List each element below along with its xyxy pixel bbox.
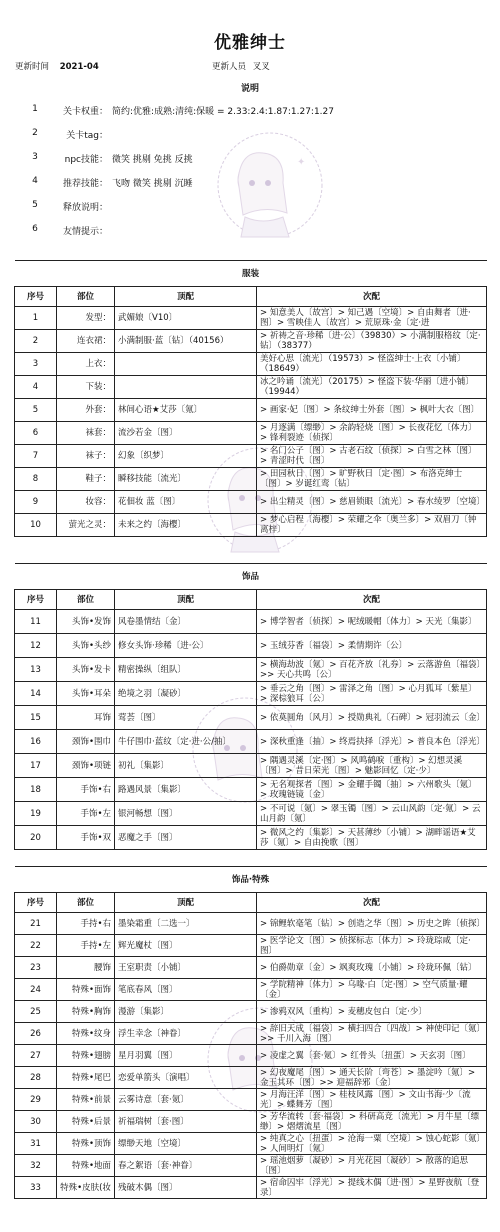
row-top-pick: 瞬移技能〔流光〕 xyxy=(115,468,257,491)
table-row xyxy=(15,610,487,634)
note-number: 6 xyxy=(32,224,38,234)
table-row xyxy=(15,1155,487,1177)
table-header-row xyxy=(15,893,487,913)
row-top-pick: 恶魔之手〔图〕 xyxy=(115,826,257,850)
column-header-sub: 次配 xyxy=(257,893,487,913)
row-top-pick: 恋爱单箭头〔演唱〕 xyxy=(115,1067,257,1089)
note-value: 微笑 挑剔 免挑 反挑 xyxy=(112,155,193,165)
row-sub-picks: > 横海劫波〔氪〕> 百花齐放〔礼券〕> 云落游鱼〔福袋〕>> 天心共鸣〔公〕 xyxy=(257,658,487,682)
row-top-pick: 修女头饰·珍稀〔进·公〕 xyxy=(115,634,257,658)
table-row xyxy=(15,445,487,468)
row-top-pick: 牛仔围巾·蓝纹〔定·进·公/抽〕 xyxy=(115,730,257,754)
table-header-row xyxy=(15,287,487,307)
row-part: 手饰•右 xyxy=(57,778,115,802)
row-number: 24 xyxy=(15,979,57,1001)
row-top-pick xyxy=(115,353,257,376)
column-header-top: 顶配 xyxy=(115,893,257,913)
row-top-pick: 林间心语★艾莎〔氪〕 xyxy=(115,399,257,422)
note-label: 释放说明： xyxy=(62,203,108,213)
row-number: 31 xyxy=(15,1133,57,1155)
note-label: 推荐技能： xyxy=(62,179,108,189)
row-top-pick: 王室职责〔小铺〕 xyxy=(115,957,257,979)
column-header-no: 序号 xyxy=(15,287,57,307)
update-time-label: 更新时间 xyxy=(15,62,50,72)
row-top-pick: 路遇风景〔集影〕 xyxy=(115,778,257,802)
row-sub-picks: > 垂云之角〔图〕> 雷泽之角〔图〕> 心月狐耳〔紫星〕> 深棕狼耳〔公〕 xyxy=(257,682,487,706)
row-sub-picks: > 幻夜魔尾〔图〕> 通天长阶〔弯苍〕> 墨淀吟〔氪〕> 金玉其环〔图〕>> 迎福辞邪〔金〕 xyxy=(257,1067,487,1089)
table-row xyxy=(15,307,487,330)
row-sub-picks: > 不可说〔氪〕> 翠玉镯〔图〕> 云山风韵〔定·氪〕> 云山月韵〔氪〕 xyxy=(257,802,487,826)
row-top-pick: 云雾诗意〔套·氪〕 xyxy=(115,1089,257,1111)
row-top-pick: 春之絮语〔套·神眷〕 xyxy=(115,1155,257,1177)
column-header-top: 顶配 xyxy=(115,287,257,307)
row-part: 手饰•双 xyxy=(57,826,115,850)
row-top-pick: 初礼〔集影〕 xyxy=(115,754,257,778)
row-sub-picks: > 医学论文〔图〕> 侦探标志〔体力〕> 玲珑琮咸〔定·图〕 xyxy=(257,935,487,957)
row-sub-picks: > 月海汪洋〔图〕> 桂枝风露〔图〕> 文山书海·少〔流光〕> 蝶舞芳〔图〕 xyxy=(257,1089,487,1111)
row-part: 头饰•发卡 xyxy=(57,658,115,682)
row-top-pick: 绝境之羽〔凝砂〕 xyxy=(115,682,257,706)
row-sub-picks: > 隅遇灵溪〔定·图〕> 风鸣鹤唳〔重构〕> 幻想灵溪〔图〕> 昔日荣光〔图〕> 魅影回忆〔定·少〕 xyxy=(257,754,487,778)
row-number: 1 xyxy=(15,307,57,330)
row-top-pick: 残破木偶〔图〕 xyxy=(115,1177,257,1199)
row-part: 萤光之灵： xyxy=(57,514,115,537)
row-top-pick: 漫游〔集影〕 xyxy=(115,1001,257,1023)
row-top-pick: 星月羽翼〔图〕 xyxy=(115,1045,257,1067)
row-part: 手饰•左 xyxy=(57,802,115,826)
row-part: 特殊•前景 xyxy=(57,1089,115,1111)
row-sub-picks: > 辞旧天成〔福袋〕> 横扫四合〔四战〕> 神使印记〔氪〕>> 千川入海〔图〕 xyxy=(257,1023,487,1045)
row-sub-picks: > 宿命囚牢〔浮光〕> 提线木偶〔进·图〕> 星野夜航〔登录〕 xyxy=(257,1177,487,1199)
row-number: 14 xyxy=(15,682,57,706)
column-header-part: 部位 xyxy=(57,287,115,307)
row-sub-picks: > 芳华流转〔套·福袋〕> 科研高竞〔流光〕> 月牛星〔缥缈〕> 熠熠流星〔图〕 xyxy=(257,1111,487,1133)
row-sub-picks: > 微风之约〔集影〕> 天甚薄纱〔小铺〕> 湖畔谣语★艾莎〔氪〕> 自由挽歌〔图〕 xyxy=(257,826,487,850)
table-row xyxy=(15,514,487,537)
table-header-row xyxy=(15,590,487,610)
section-title: 服装 xyxy=(15,261,487,287)
row-part: 特殊•地面 xyxy=(57,1155,115,1177)
row-part: 袜套： xyxy=(57,422,115,445)
row-top-pick: 缥缈天地〔空境〕 xyxy=(115,1133,257,1155)
row-number: 32 xyxy=(15,1155,57,1177)
row-sub-picks: > 名门公子〔图〕> 古老石纹〔侦探〕> 白雪之林〔图〕> 青涩时代〔图〕 xyxy=(257,445,487,468)
column-header-no: 序号 xyxy=(15,893,57,913)
table-row xyxy=(15,778,487,802)
table-row xyxy=(15,1067,487,1089)
table-row xyxy=(15,935,487,957)
table-row xyxy=(15,399,487,422)
row-part: 颈饰•项链 xyxy=(57,754,115,778)
row-part: 颈饰•围巾 xyxy=(57,730,115,754)
row-sub-picks: > 玉绒芬香〔福袋〕> 柔情期许〔公〕 xyxy=(257,634,487,658)
table-row xyxy=(15,1177,487,1199)
table-row xyxy=(15,376,487,399)
note-number: 3 xyxy=(32,152,38,162)
row-top-pick: 银河畅想〔图〕 xyxy=(115,802,257,826)
table-row xyxy=(15,658,487,682)
row-number: 23 xyxy=(15,957,57,979)
row-sub-picks: > 知意美人〔故宫〕> 知己遇〔空境〕> 自由舞者〔进·图〕> 雪映佳人〔故宫〕> 荒原珠·金〔定·进 xyxy=(257,307,487,330)
row-number: 8 xyxy=(15,468,57,491)
row-number: 16 xyxy=(15,730,57,754)
row-top-pick: 流沙若金〔图〕 xyxy=(115,422,257,445)
row-part: 鞋子： xyxy=(57,468,115,491)
note-label: 关卡权重： xyxy=(62,107,108,117)
row-sub-picks: > 祈祷之音·珍稀〔进·公〕（39830）> 小满制服格纹〔定·钻〕（38377） xyxy=(257,330,487,353)
note-label: 友情提示： xyxy=(62,227,108,237)
row-number: 18 xyxy=(15,778,57,802)
row-sub-picks: > 凌虚之翼〔套·氪〕> 红骨头〔扭蛋〕> 天玄羽〔图〕 xyxy=(257,1045,487,1067)
row-sub-picks: > 伯爵勋章〔金〕> 飒爽玫瑰〔小铺〕> 玲珑环佩〔钻〕 xyxy=(257,957,487,979)
row-sub-picks: > 出尘精灵〔图〕> 慈眉锁眼〔流光〕> 春水绫罗〔空境〕 xyxy=(257,491,487,514)
row-part: 特殊•翅膀 xyxy=(57,1045,115,1067)
row-sub-picks: > 依莫圆角〔风月〕> 授勋典礼〔石碑〕> 冠羽流云〔金〕 xyxy=(257,706,487,730)
row-part: 特殊•纹身 xyxy=(57,1023,115,1045)
table-row xyxy=(15,826,487,850)
row-top-pick: 浮生幸念〔神眷〕 xyxy=(115,1023,257,1045)
notes-title: 说明 xyxy=(240,84,259,94)
row-part: 特殊•顶饰 xyxy=(57,1133,115,1155)
row-sub-picks: > 深秋重逢〔抽〕> 终焉抉择〔浮光〕> 普良本色〔浮光〕 xyxy=(257,730,487,754)
table-row xyxy=(15,754,487,778)
row-number: 10 xyxy=(15,514,57,537)
row-top-pick: 幻象〔织梦〕 xyxy=(115,445,257,468)
row-part: 特殊•皮肤(妆 xyxy=(57,1177,115,1199)
table-row xyxy=(15,802,487,826)
update-time xyxy=(15,60,99,72)
row-number: 21 xyxy=(15,913,57,935)
row-number: 13 xyxy=(15,658,57,682)
row-sub-picks: > 锦鲤软毫笔〔钻〕> 创造之华〔图〕> 历史之眸〔侦探〕 xyxy=(257,913,487,935)
note-number: 5 xyxy=(32,200,38,210)
row-top-pick: 武媚娘〔V10〕 xyxy=(115,307,257,330)
row-number: 17 xyxy=(15,754,57,778)
row-part: 头饰•发饰 xyxy=(57,610,115,634)
row-number: 2 xyxy=(15,330,57,353)
table-row xyxy=(15,730,487,754)
row-part: 特殊•胸饰 xyxy=(57,1001,115,1023)
row-sub-picks: > 渗鸦双风〔重构〕> 麦穗皮包白〔定·少〕 xyxy=(257,1001,487,1023)
table-row xyxy=(15,1001,487,1023)
row-sub-picks: > 画家·妃〔图〕> 条纹绅士外套〔图〕> 枫叶大衣〔图〕 xyxy=(257,399,487,422)
row-sub-picks: > 博学智者〔侦探〕> 呢绒暖帽〔体力〕> 天光〔集影〕 xyxy=(257,610,487,634)
row-number: 20 xyxy=(15,826,57,850)
column-header-no: 序号 xyxy=(15,590,57,610)
note-number: 2 xyxy=(32,128,38,138)
row-part: 头饰•耳朵 xyxy=(57,682,115,706)
row-top-pick: 风卷墨情结〔金〕 xyxy=(115,610,257,634)
table-row xyxy=(15,1089,487,1111)
row-number: 11 xyxy=(15,610,57,634)
note-value: 简约:优雅:成熟:清纯:保暖 = 2.33:2.4:1.87:1.27:1.27 xyxy=(112,107,334,117)
table-row xyxy=(15,353,487,376)
column-header-part: 部位 xyxy=(57,893,115,913)
row-sub-picks: > 纯真之心〔扭蛋〕> 沧海一粟〔空境〕> 蚀心蛇影〔氪〕> 人间明灯〔氪〕 xyxy=(257,1133,487,1155)
row-top-pick: 笔底春风〔图〕 xyxy=(115,979,257,1001)
row-part: 发型： xyxy=(57,307,115,330)
row-sub-picks: > 瑶池烟萝〔凝砂〕> 月光花园〔凝砂〕> 散落的追思〔图〕 xyxy=(257,1155,487,1177)
row-top-pick: 花佃妆 蓝〔图〕 xyxy=(115,491,257,514)
row-sub-picks: 冰之吟诵〔流光〕（20175）> 怪盗下装·华丽〔进小铺〕（19944） xyxy=(257,376,487,399)
section-title: 饰品 xyxy=(15,564,487,590)
table-row xyxy=(15,1111,487,1133)
row-number: 4 xyxy=(15,376,57,399)
table-row xyxy=(15,706,487,730)
row-top-pick: 小满制服·蓝〔钻〕（40156） xyxy=(115,330,257,353)
update-time-value: 2021-04 xyxy=(59,62,99,72)
table-row xyxy=(15,468,487,491)
table-row xyxy=(15,913,487,935)
table-row xyxy=(15,330,487,353)
row-number: 9 xyxy=(15,491,57,514)
table-row xyxy=(15,682,487,706)
row-number: 27 xyxy=(15,1045,57,1067)
section-table xyxy=(14,563,487,850)
row-number: 30 xyxy=(15,1111,57,1133)
row-part: 头饰•头纱 xyxy=(57,634,115,658)
row-top-pick: 未来之约〔海樱〕 xyxy=(115,514,257,537)
page-title: 优雅绅士 xyxy=(214,33,286,53)
column-header-sub: 次配 xyxy=(257,287,487,307)
row-part: 特殊•后景 xyxy=(57,1111,115,1133)
row-number: 15 xyxy=(15,706,57,730)
row-number: 28 xyxy=(15,1067,57,1089)
row-part: 妆容： xyxy=(57,491,115,514)
column-header-top: 顶配 xyxy=(115,590,257,610)
column-header-part: 部位 xyxy=(57,590,115,610)
updater-label: 更新人员 xyxy=(212,62,247,72)
row-sub-picks: 美好心思〔流光〕（19573）> 怪盗绅士·上衣〔小铺〕（18649） xyxy=(257,353,487,376)
row-sub-picks: > 梦心启程〔海樱〕> 荣耀之伞〔奥兰多〕> 双眉刀〔钟离梓〕 xyxy=(257,514,487,537)
row-part: 特殊•尾巴 xyxy=(57,1067,115,1089)
table-row xyxy=(15,1133,487,1155)
row-number: 26 xyxy=(15,1023,57,1045)
row-top-pick: 精密操纵〔组队〕 xyxy=(115,658,257,682)
column-header-sub: 次配 xyxy=(257,590,487,610)
note-value: 飞吻 微笑 挑剔 沉睡 xyxy=(112,179,193,189)
row-number: 5 xyxy=(15,399,57,422)
row-number: 25 xyxy=(15,1001,57,1023)
row-sub-picks: > 无名观探者〔图〕> 金耀手镯〔抽〕> 六州歌头〔氪〕> 玫瑰链镜〔金〕 xyxy=(257,778,487,802)
row-top-pick: 辉光魔杖〔图〕 xyxy=(115,935,257,957)
row-number: 19 xyxy=(15,802,57,826)
row-top-pick: 祈福瑞树〔套·图〕 xyxy=(115,1111,257,1133)
row-top-pick: 墨染霜重〔二选一〕 xyxy=(115,913,257,935)
row-sub-picks: > 月逐满〔缥缈〕> 余韵轻烧〔图〕> 长夜花忆〔体力〕> 锋利裂迹〔侦探〕 xyxy=(257,422,487,445)
table-row xyxy=(15,422,487,445)
chibi-girl-stamp-icon xyxy=(205,125,335,245)
section-table xyxy=(14,260,487,537)
row-number: 7 xyxy=(15,445,57,468)
row-number: 3 xyxy=(15,353,57,376)
row-part: 外套： xyxy=(57,399,115,422)
note-label: 关卡tag： xyxy=(66,131,108,141)
row-top-pick xyxy=(115,376,257,399)
table-row xyxy=(15,979,487,1001)
svg-text:✦: ✦ xyxy=(297,157,306,168)
table-row xyxy=(15,1023,487,1045)
section-title: 饰品·特殊 xyxy=(15,867,487,893)
row-sub-picks: > 田园秋日〔图〕> 旷野秋日〔定·图〕> 布洛克绅士〔图〕> 岁诞红鸾〔钻〕 xyxy=(257,468,487,491)
row-sub-picks: > 学院精神〔体力〕> 乌喙·白〔定·图〕> 空气质量·耀〔金〕 xyxy=(257,979,487,1001)
section-table xyxy=(14,866,487,1199)
row-number: 22 xyxy=(15,935,57,957)
note-number: 4 xyxy=(32,176,38,186)
row-part: 袜子： xyxy=(57,445,115,468)
row-part: 特殊•面饰 xyxy=(57,979,115,1001)
row-part: 上衣： xyxy=(57,353,115,376)
row-part: 腰饰 xyxy=(57,957,115,979)
updater xyxy=(212,60,270,72)
row-part: 连衣裙： xyxy=(57,330,115,353)
row-number: 12 xyxy=(15,634,57,658)
row-number: 33 xyxy=(15,1177,57,1199)
table-row xyxy=(15,634,487,658)
row-top-pick: 莺荟〔图〕 xyxy=(115,706,257,730)
row-part: 手持•右 xyxy=(57,913,115,935)
row-number: 29 xyxy=(15,1089,57,1111)
note-label: npc技能： xyxy=(64,155,108,165)
updater-value: 叉叉 xyxy=(252,62,270,72)
row-part: 下装： xyxy=(57,376,115,399)
row-number: 6 xyxy=(15,422,57,445)
row-part: 手持•左 xyxy=(57,935,115,957)
note-number: 1 xyxy=(32,104,38,114)
table-row xyxy=(15,957,487,979)
table-row xyxy=(15,491,487,514)
table-row xyxy=(15,1045,487,1067)
row-part: 耳饰 xyxy=(57,706,115,730)
